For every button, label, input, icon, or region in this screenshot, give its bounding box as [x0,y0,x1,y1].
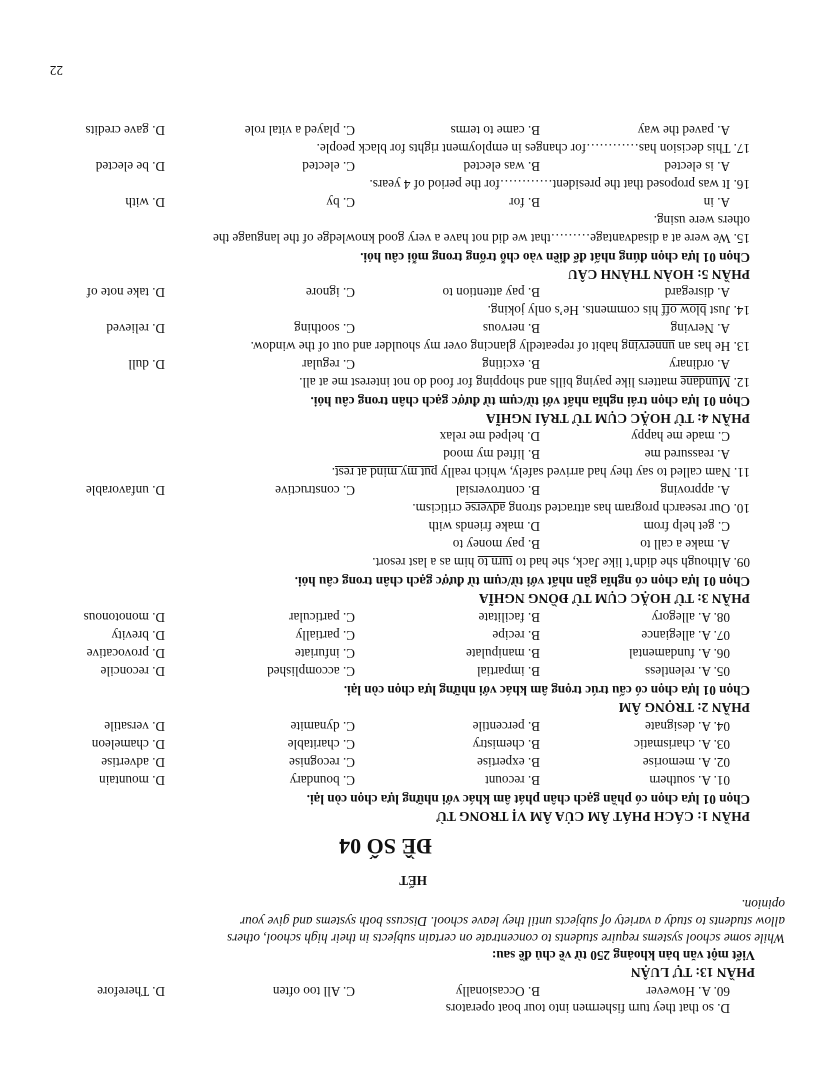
q12-b: B. exciting [482,357,540,372]
q17-d: D. gave credits [85,123,165,138]
q12-stem-start: 12. [730,375,750,390]
q16-stem: 16. It was proposed that the president…………for the period of 4 years. [369,177,750,192]
q14-stem-end: his comments. He’s only joking. [487,303,662,318]
q08-a: 08. A. allegory [651,610,730,625]
q05-a: 05. A. relentless [645,664,730,679]
q17-a: A. paved the way [637,123,730,138]
q09-c: C. get help from [643,519,730,534]
q02-d: D. advertise [101,755,165,770]
part4-instruction: Chọn 01 lựa chọn trái nghĩa nhất với từ/cụm từ được gạch chân trong câu hỏi. [310,394,750,409]
part1-instruction: Chọn 01 lựa chọn có phần gạch chân phát âm khác với những lựa chọn còn lại. [306,792,750,807]
q17-c: C. played a vital role [244,123,355,138]
q10-c: C. constructive [275,483,355,498]
q04-d: D. versatile [104,719,165,734]
q04-b: B. percentile [472,719,540,734]
q11-stem-start: 11. Nam called to say they had arrived safely, which really [437,465,750,480]
q03-a: 03. A. charismatic [634,737,730,752]
q10-stem-start: 10. Our research program has attracted strong [505,501,750,516]
q11-b: B. lifted my mood [443,447,540,462]
q11-a: A. reassured me [644,447,730,462]
q07-a: 07. A. allegiance [641,628,730,643]
q03-b: B. chemistry [472,737,540,752]
q08-d: D. monotonous [83,610,165,625]
q13-underlined: unnerving [621,339,675,354]
q14-stem [488,303,750,318]
q14-b: B. pay attention to [442,285,540,300]
q17-stem: 17. This decision has…………for changes in employment rights for black people. [316,141,750,156]
q05-d: D. reconcile [100,664,165,679]
q11-d: D. helped me relax [439,429,540,444]
q10-a: A. approving [660,483,730,498]
part2-heading: PHẦN 2: TRỌNG ÂM [618,700,750,715]
q08-c: C. particular [289,610,355,625]
q07-c: C. partially [295,628,355,643]
essay-prompt-line-3: opinion. [741,897,785,912]
q09-b: B. pay money to [452,537,540,552]
essay-prompt-line-1: While some school systems require students to concentrate on certain subjects in their high school, others [227,931,785,946]
q06-d: D. provocative [86,646,165,661]
q05-c: C. accomplished [267,664,355,679]
q14-c: C. ignore [305,285,355,300]
q13-a: A. Nerving [670,321,730,336]
q12-stem [299,375,750,390]
q15-stem-line-1: 15. We were at a disadvantage………that we did not have a very good knowledge of the language the [212,231,750,246]
test-title: ĐỀ SỐ 04 [339,834,432,859]
part5-instruction: Chọn 01 lựa chọn đúng nhất để điền vào chỗ trống trong mỗi câu hỏi. [360,250,750,265]
q60-b: B. Occasionally [455,984,540,999]
q04-c: C. dynamite [290,719,355,734]
q13-stem [251,339,750,354]
part3-instruction: Chọn 01 lựa chọn có nghĩa gần nhất với từ/cụm từ được gạch chân trong câu hỏi. [294,574,750,589]
q09-stem [372,555,750,570]
q07-d: D. brevity [111,628,165,643]
q06-a: 06. A. fundamental [628,646,730,661]
q01-b: B. recount [485,773,540,788]
q16-a: A. is elected [664,159,730,174]
q15-stem-line-2: others were using. [653,213,750,228]
q05-b: B. impartial [477,664,540,679]
part3-heading: PHẦN 3: TỪ HOẶC CỤM TỪ ĐỒNG NGHĨA [478,591,750,606]
q06-b: B. manipulate [466,646,540,661]
q13-d: D. relieved [106,321,165,336]
q10-b: B. controversial [455,483,540,498]
q03-c: C. charitable [287,737,355,752]
q12-a: A. ordinary [669,357,730,372]
q12-c: C. regular [302,357,355,372]
page-number: 22 [49,63,63,78]
q02-c: C. recognise [289,755,355,770]
q13-b: B. nervous [482,321,540,336]
essay-prompt-line-2: allow students to study a variety of subjects until they leave school. Discuss both systems and give your [239,914,785,929]
q09-underlined: turn to [477,555,513,570]
q11-underlined: put my mind at rest [334,465,438,480]
part5-heading: PHẦN 5: HOÀN THÀNH CÂU [568,267,750,282]
q04-a: 04. A. designate [645,719,730,734]
q15-d: D. with [125,195,165,210]
q09-d: D. make friends with [428,519,540,534]
q13-stem-end: habit of repeatedly glancing over my shoulder and out of the window. [250,339,622,354]
q08-b: B. facilitate [478,610,540,625]
q09-stem-start: 09. Although she didn’t like Jack, she had to [512,555,750,570]
q10-stem-end: criticism. [412,501,466,516]
q10-stem [412,501,750,516]
part4-heading: PHẦN 4: TỪ HOẶC CỤM TỪ TRÁI NGHĨA [485,411,750,426]
q16-c: C. elected [302,159,355,174]
q02-a: 02. A. memorise [642,755,730,770]
q07-b: B. recipe [492,628,540,643]
part13-instruction: Viết một văn bản khoảng 250 từ về chủ đề sau: [491,948,755,963]
part1-heading: PHẦN 1: CÁCH PHÁT ÂM CỦA ÂM VỊ TRONG TỪ [436,809,750,824]
q12-underlined: Mundane [680,375,731,390]
q01-c: C. boundary [289,773,355,788]
q09-stem-end: him as a last resort. [372,555,478,570]
q60-a: 60. A. However [646,984,730,999]
part2-instruction: Chọn 01 lựa chọn có cấu trúc trọng âm khác với những lựa chọn còn lại. [343,683,750,698]
q15-a: A. in [703,195,730,210]
q60-c: C. All too often [272,984,355,999]
q17-b: B. came to terms [450,123,540,138]
q09-a: A. make a call to [640,537,730,552]
q14-d: D. take note of [86,285,165,300]
q16-d: D. be elected [95,159,165,174]
q13-stem-start: 13. He has an [674,339,750,354]
q60-d: D. Therefore [97,984,165,999]
q06-c: C. infuriate [294,646,355,661]
q11-stem [332,465,750,480]
q02-b: B. expertise [477,755,540,770]
q16-b: B. was elected [463,159,540,174]
part13-heading: PHẦN 13: TỰ LUẬN [630,965,755,980]
q60-option-d-prev: D. so that they turn fishermen into tour boat operators [445,1001,730,1016]
q12-stem-end: matters like paying bills and shopping for food do not interest me at all. [299,375,681,390]
q12-d: D. dull [128,357,165,372]
q14-a: A. disregard [664,285,730,300]
q14-stem-start: 14. Just [706,303,750,318]
q01-a: 01. A. southern [649,773,730,788]
q11-stem-end: . [331,465,335,480]
end-marker: HẾT [399,873,427,888]
q15-c: C. by [326,195,355,210]
q11-c: C. made me happy [631,429,730,444]
q03-d: D. chameleon [91,737,165,752]
q10-d: D. unfavorable [85,483,165,498]
q14-underlined: blow off [661,303,707,318]
q01-d: D. mountain [99,773,165,788]
q10-underlined: adverse [465,501,506,516]
q13-c: C. soothing [294,321,355,336]
q15-b: B. for [509,195,540,210]
